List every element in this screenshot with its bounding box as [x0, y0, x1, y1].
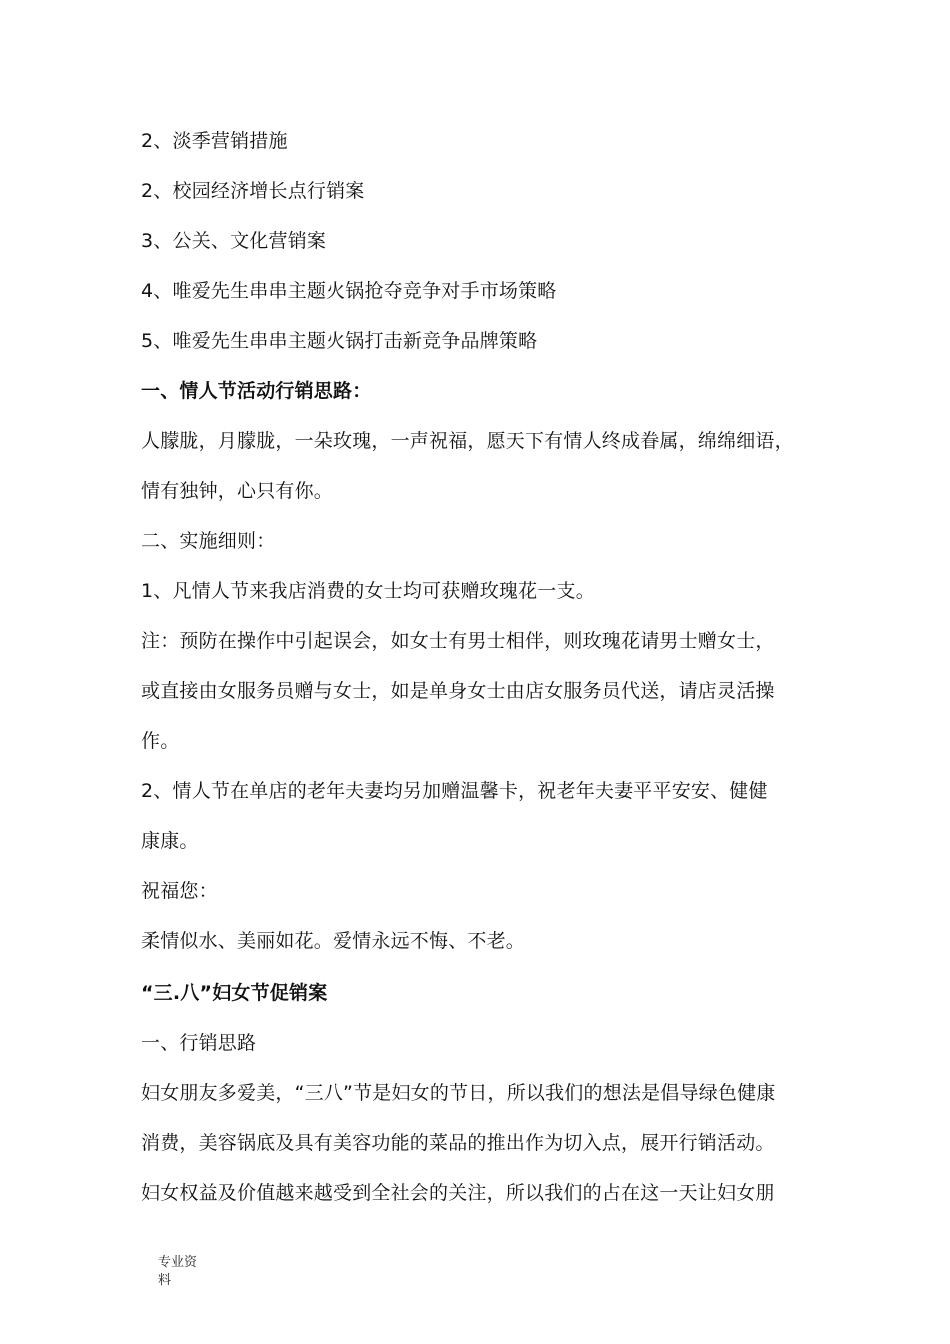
list-item: 2、淡季营销措施 [141, 130, 288, 152]
paragraph-line: 消费，美容锅底及具有美容功能的菜品的推出作为切入点，展开行销活动。 [141, 1132, 775, 1154]
list-item: 4、唯爱先生串串主题火锅抢夺竞争对手市场策略 [141, 280, 557, 302]
paragraph-line: 注：预防在操作中引起误会，如女士有男士相伴，则玫瑰花请男士赠女士， [141, 630, 775, 652]
footer-line: 料 [158, 1273, 172, 1288]
paragraph-line: 祝福您： [141, 880, 218, 902]
list-item: 5、唯爱先生串串主题火锅打击新竞争品牌策略 [141, 330, 538, 352]
page-footer [158, 1254, 218, 1290]
paragraph-line: 妇女朋友多爱美，“三八”节是妇女的节日，所以我们的想法是倡导绿色健康 [141, 1082, 776, 1104]
paragraph-line: 妇女权益及价值越来越受到全社会的关注，所以我们的占在这一天让妇女朋 [141, 1182, 775, 1204]
paragraph-line: 人朦胧，月朦胧，一朵玫瑰，一声祝福，愿天下有情人终成眷属，绵绵细语， [141, 430, 794, 452]
footer-line: 专业资 [158, 1255, 198, 1270]
paragraph-line: 康康。 [141, 830, 199, 852]
paragraph-line: 柔情似水、美丽如花。爱情永远不悔、不老。 [141, 930, 526, 952]
paragraph-line: 1、凡情人节来我店消费的女士均可获赠玫瑰花一支。 [141, 580, 595, 602]
section-heading: “三.八”妇女节促销案 [141, 982, 328, 1004]
section-heading: 一、情人节活动行销思路： [141, 380, 372, 402]
paragraph-line: 情有独钟，心只有你。 [141, 480, 334, 502]
list-item: 3、公关、文化营销案 [141, 230, 327, 252]
section-heading: 一、行销思路 [141, 1032, 257, 1054]
section-heading: 二、实施细则： [141, 530, 276, 552]
paragraph-line: 2、情人节在单店的老年夫妻均另加赠温馨卡，祝老年夫妻平平安安、健健 [141, 780, 768, 802]
list-item: 2、校园经济增长点行销案 [141, 180, 365, 202]
paragraph-line: 或直接由女服务员赠与女士，如是单身女士由店女服务员代送，请店灵活操 [141, 680, 775, 702]
paragraph-line: 作。 [141, 730, 180, 752]
